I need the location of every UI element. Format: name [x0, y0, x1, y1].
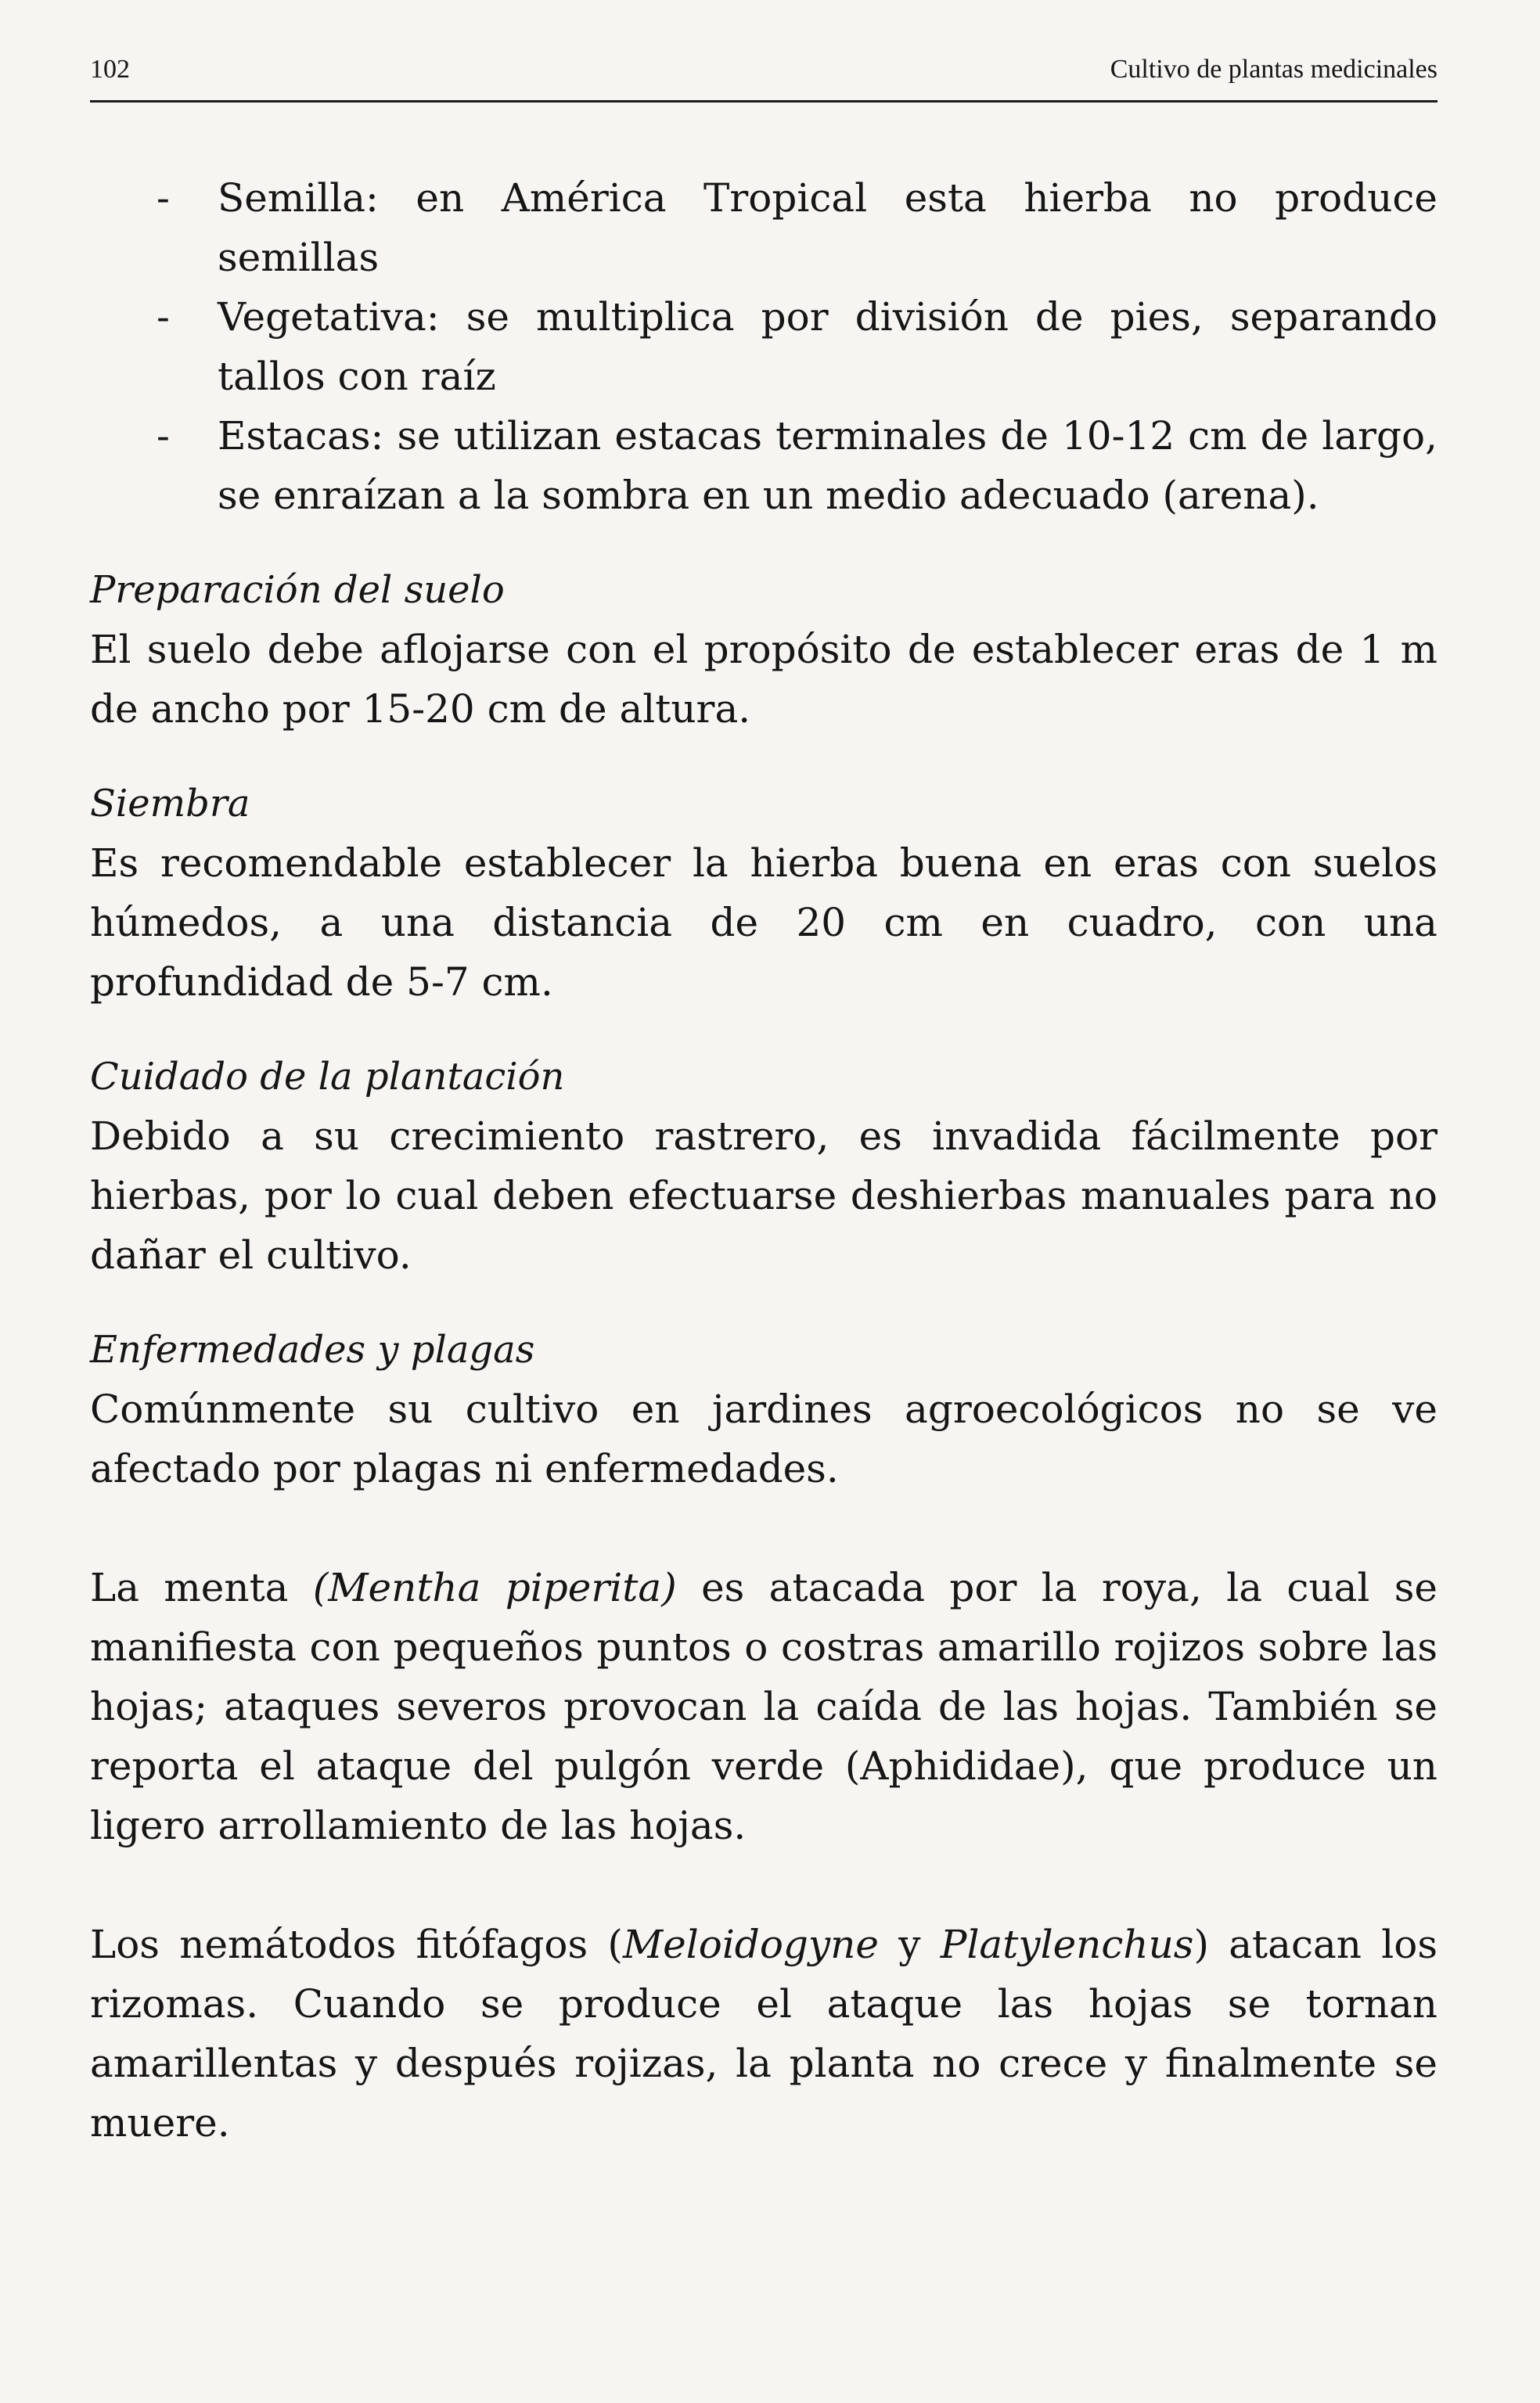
- section-body: Debido a su crecimiento rastrero, es invadida fácilmente por hierbas, por lo cual deben efectuarse deshierbas manuales para no dañar el cultivo.: [90, 1113, 1437, 1278]
- propagation-term: Vegetativa:: [218, 294, 440, 340]
- page-body: [90, 168, 1437, 2153]
- header-rule: [90, 100, 1437, 103]
- propagation-text: en América Tropical esta hierba no produce semillas: [218, 175, 1437, 280]
- section-title: Enfermedades y plagas: [90, 1328, 535, 1372]
- propagation-list: [90, 168, 1437, 525]
- running-title: Cultivo de plantas medicinales: [1110, 55, 1437, 84]
- page-number: 102: [90, 55, 130, 84]
- propagation-term: Estacas:: [218, 413, 384, 459]
- propagation-term: Semilla:: [218, 175, 379, 221]
- dash-bullet: -: [157, 175, 170, 221]
- genus-name: Platylenchus: [940, 1922, 1194, 1967]
- page-header: [90, 55, 1437, 103]
- list-item: [90, 287, 1437, 406]
- text-run: y: [878, 1922, 941, 1967]
- list-item: [90, 406, 1437, 525]
- dash-bullet: -: [157, 294, 170, 340]
- dash-bullet: -: [157, 413, 170, 459]
- nematodes-paragraph: [90, 1915, 1437, 2153]
- section-body: Comúnmente su cultivo en jardines agroecológicos no se ve afectado por plagas ni enfermedades.: [90, 1387, 1437, 1491]
- propagation-text: se multiplica por división de pies, separando tallos con raíz: [218, 294, 1437, 399]
- mentha-paragraph: [90, 1558, 1437, 1855]
- species-name: (Mentha piperita): [312, 1565, 677, 1610]
- text-run: Los nemátodos fitófagos (: [90, 1922, 623, 1967]
- text-run: La menta: [90, 1565, 313, 1610]
- propagation-text: se utilizan estacas terminales de 10-12 cm de largo, se enraízan a la sombra en un medio adecuado (arena).: [218, 413, 1437, 518]
- genus-name: Meloidogyne: [622, 1922, 879, 1967]
- text-run: es atacada por la roya, la cual se manifiesta con pequeños puntos o costras amarillo rojizos sobre las hojas; ataques severos provocan la caída de las hojas. También se reporta el ataque del pulgón verde (Aphididae), que produce un ligero arrollamiento de las hojas.: [90, 1565, 1438, 1848]
- section-title: Preparación del suelo: [90, 568, 505, 612]
- section-body: Es recomendable establecer la hierba buena en eras con suelos húmedos, a una distancia de 20 cm en cuadro, con una profundidad de 5-7 cm.: [90, 840, 1437, 1005]
- section-title: Siembra: [90, 782, 250, 826]
- section-title: Cuidado de la plantación: [90, 1055, 565, 1099]
- section-body: El suelo debe aflojarse con el propósito de establecer eras de 1 m de ancho por 15-20 cm de altura.: [90, 627, 1437, 732]
- text-run: ) atacan los rizomas. Cuando se produce el ataque las hojas se tornan amarillentas y después rojizas, la planta no crece y finalmente se muere.: [90, 1922, 1437, 2146]
- list-item: [90, 168, 1437, 287]
